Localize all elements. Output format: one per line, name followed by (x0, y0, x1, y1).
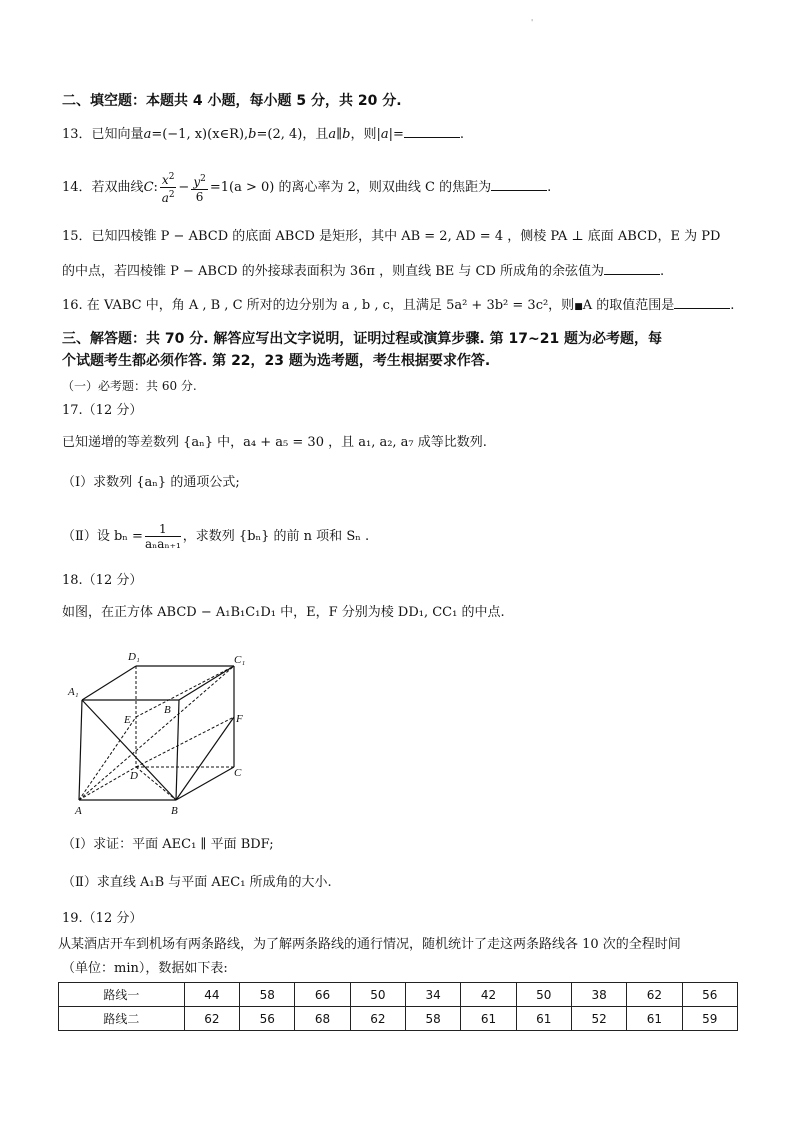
q15-answer-blank[interactable] (604, 262, 660, 275)
table-cell: 34 (406, 983, 461, 1007)
q13-text-b: =(−1, x)(x∈R), (151, 127, 249, 142)
q13-text-f: |= (388, 127, 404, 142)
q13-text-g: . (459, 127, 465, 142)
label-c: C (234, 767, 242, 779)
route-time-table (58, 982, 738, 1031)
table-cell: 61 (516, 1007, 571, 1031)
table-cell: 62 (350, 1007, 405, 1031)
table-cell: 62 (184, 1007, 239, 1031)
q16-text-c: . (730, 298, 735, 313)
q15-text-a: 的中点，若四棱锥 P − ABCD 的外接球表面积为 36π ，则直线 BE 与 CD 所成角的余弦值为 (62, 264, 605, 279)
cube-figure (62, 645, 262, 820)
q16-answer-blank[interactable] (674, 296, 730, 309)
label-b1: B (164, 704, 171, 716)
section2-title: 二、填空题：本题共 4 小题，每小题 5 分，共 20 分. (62, 93, 402, 109)
q14-curve-name: C (143, 180, 154, 195)
line-db-hidden (136, 767, 176, 800)
q13-text-d: ∥ (336, 127, 343, 142)
table-cell: 44 (184, 983, 239, 1007)
question-15-line2 (62, 262, 664, 281)
table-cell: 38 (571, 983, 626, 1007)
question-16: 16. 在 VABC 中，角 A , B , C 所对的边分别为 a , b , c，且满足 5a² + 3b² = 3c²，则■A 的取值范围是 . (62, 298, 735, 313)
table-cell: 62 (627, 983, 682, 1007)
q18-heading: 18.（12 分） (62, 573, 143, 588)
table-cell: 58 (406, 1007, 461, 1031)
q14-answer-blank[interactable] (491, 178, 547, 191)
q17-part1: （Ⅰ）求数列 {aₙ} 的通项公式; (62, 475, 240, 490)
edge-bc (176, 767, 234, 800)
label-b: B (171, 805, 178, 817)
q17-stem: 已知递增的等差数列 {aₙ} 中，a₄ + a₅ = 30 ，且 a₁, a₂, a₇ 成等比数列. (62, 435, 487, 450)
q17-part2 (62, 522, 369, 551)
q13-text-e: ，则| (350, 127, 381, 142)
q14-frac-y: $\frac{y^2}{6}$ (193, 173, 206, 204)
table-row-label: 路线二 (59, 1007, 185, 1031)
table-cell: 68 (295, 1007, 350, 1031)
table-cell: 58 (240, 983, 295, 1007)
line-df-hidden (136, 717, 234, 767)
table-row (59, 1007, 738, 1031)
section3-title-line1: 三、解答题：共 70 分. 解答应写出文字说明，证明过程或演算步骤. 第 17~21 题为必考题，每 (62, 331, 663, 347)
q14-frac-x: $\frac{x^2}{a^2}$ (161, 172, 175, 205)
q14-text-a: 若双曲线 (91, 180, 144, 195)
table-cell: 50 (350, 983, 405, 1007)
table-cell: 42 (461, 983, 516, 1007)
q16-text-b: A 的取值范围是 (582, 298, 675, 313)
table-cell: 61 (461, 1007, 516, 1031)
q16-text-a: 16. 在 VABC 中，角 A , B , C 所对的边分别为 a , b , c，且满足 5a² + 3b² = 3c²，则 (62, 298, 575, 313)
line-bf (176, 717, 234, 800)
header-mark: ' (531, 18, 534, 27)
q17-fraction (145, 522, 181, 551)
label-a1: A₁ (68, 686, 79, 698)
edge-a1a (79, 700, 82, 800)
table-row (59, 983, 738, 1007)
q18-part1: （Ⅰ）求证：平面 AEC₁ ∥ 平面 BDF; (62, 837, 274, 852)
table-cell: 52 (571, 1007, 626, 1031)
table-cell: 59 (682, 1007, 737, 1031)
question-13: 13．已知向量a=(−1, x)(x∈R),b=(2, 4)，且a∥b，则|a|= . (62, 127, 465, 142)
edge-a1d1 (82, 666, 136, 700)
table-cell: 56 (682, 983, 737, 1007)
q14-number: 14． (62, 180, 92, 195)
label-c1: C₁ (234, 654, 246, 666)
line-ec1-hidden (136, 666, 234, 717)
line-ae-hidden (79, 717, 136, 800)
q13-text-c: =(2, 4)，且 (256, 127, 329, 142)
label-d: D (130, 770, 138, 782)
label-f: F (236, 713, 243, 725)
q13-answer-blank[interactable] (404, 125, 460, 138)
edge-ad-hidden (79, 767, 136, 800)
table-cell: 50 (516, 983, 571, 1007)
q17-frac-numerator: 1 (145, 522, 181, 537)
table-cell: 61 (627, 1007, 682, 1031)
q17-part2-text-a: （Ⅱ）设 bₙ = (62, 529, 143, 544)
table-cell: 56 (240, 1007, 295, 1031)
section3-title-line2: 个试题考生都必须作答. 第 22，23 题为选考题，考生根据要求作答. (62, 353, 491, 369)
q19-line2: （单位：min），数据如下表: (62, 961, 228, 976)
q14-text-c: =1(a > 0) 的离心率为 2，则双曲线 C 的焦距为 (209, 180, 492, 195)
edge-b1c1 (179, 666, 234, 700)
q14-text-d: . (547, 180, 552, 195)
question-15-line1: 15．已知四棱锥 P − ABCD 的底面 ABCD 是矩形，其中 AB = 2, AD = 4 ，侧棱 PA ⊥ 底面 ABCD，E 为 PD (62, 229, 721, 244)
label-a: A (75, 805, 82, 817)
label-e: E (124, 714, 131, 726)
q17-part2-text-b: ，求数列 {bₙ} 的前 n 项和 Sₙ . (182, 529, 370, 544)
label-d1: D₁ (128, 651, 140, 663)
q18-stem: 如图，在正方体 ABCD − A₁B₁C₁D₁ 中，E，F 分别为棱 DD₁, CC₁ 的中点. (62, 605, 505, 620)
required-note: （一）必考题：共 60 分. (62, 379, 197, 393)
q15-text-b: . (660, 264, 665, 279)
q17-frac-denominator: aₙaₙ₊₁ (144, 537, 181, 551)
question-14: 14．若双曲线C: $\frac{x^2}{a^2}$ − $\frac{y^2}{6}$ =1(a > 0) 的离心率为 2，则双曲线 C 的焦距为 . (62, 172, 552, 205)
table-row-label: 路线一 (59, 983, 185, 1007)
q13-text-a: 已知向量 (91, 127, 144, 142)
table-cell: 66 (295, 983, 350, 1007)
q17-heading: 17.（12 分） (62, 403, 143, 418)
q13-number: 13． (62, 127, 92, 142)
q18-part2: （Ⅱ）求直线 A₁B 与平面 AEC₁ 所成角的大小. (62, 875, 332, 890)
q19-line1: 从某酒店开车到机场有两条路线，为了解两条路线的通行情况，随机统计了走这两条路线各 10 次的全程时间 (58, 937, 681, 952)
q19-heading: 19.（12 分） (62, 911, 143, 926)
